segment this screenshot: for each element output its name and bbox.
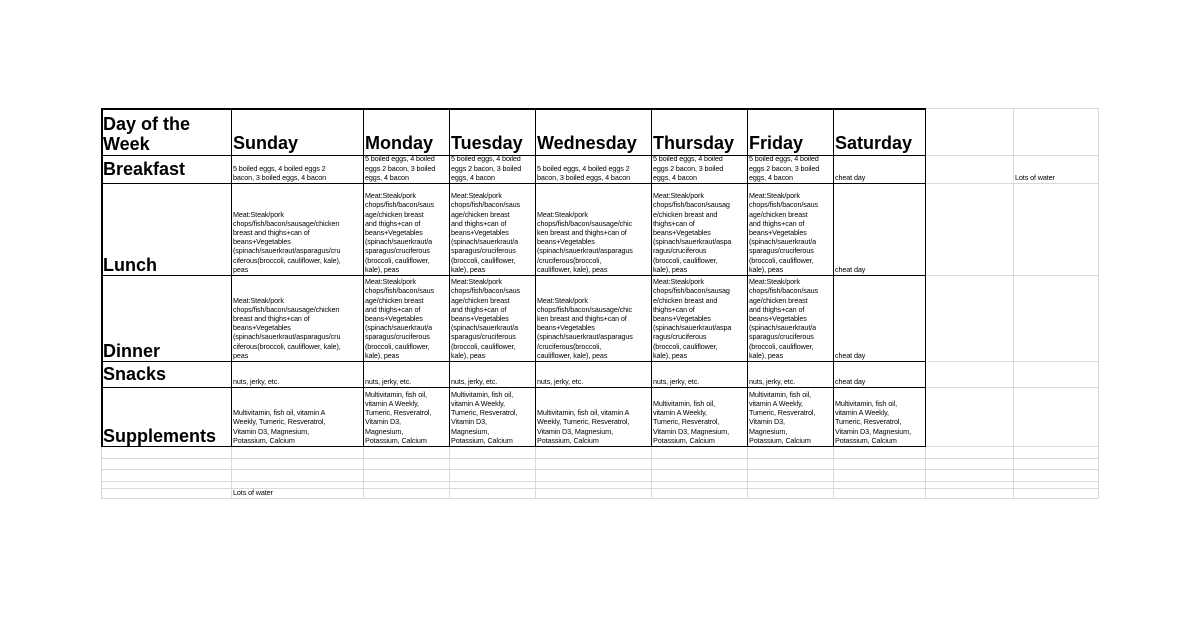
gridline-horizontal bbox=[101, 458, 1098, 459]
meal-cell[interactable]: Multivitamin, fish oil, vitamin A Weekly, Tumeric, Resveratrol, Vitamin D3, Magnesium, Potassium, Calcium bbox=[835, 398, 911, 445]
meal-cell[interactable]: Multivitamin, fish oil, vitamin A Weekly, Tumeric, Resveratrol, Vitamin D3, Magnesium, Potassium, Calcium bbox=[365, 389, 432, 445]
meal-cell[interactable]: nuts, jerky, etc. bbox=[749, 376, 796, 386]
note-lots-of-water-bottom[interactable]: Lots of water bbox=[233, 488, 273, 497]
gridline-horizontal bbox=[101, 498, 1098, 499]
meal-cell[interactable]: Meat:Steak/pork chops/fish/bacon/sausag e/chicken breast and thighs+can of beans+Vegetables (spinach/sauerkraut/aspa ragus/cruciferous (broccoli, cauliflower, kale), peas bbox=[653, 191, 732, 274]
meal-cell[interactable]: Meat:Steak/pork chops/fish/bacon/sausage/chic ken breast and thighs+can of beans+Vegetables (spinach/sauerkraut/asparagus /cruciferous(broccoli, cauliflower, kale), peas bbox=[537, 295, 633, 360]
meal-cell[interactable]: Meat:Steak/pork chops/fish/bacon/saus age/chicken breast and thighs+can of beans+Vegetables (spinach/sauerkraut/a sparagus/cruciferous (broccoli, cauliflower, kale), peas bbox=[749, 277, 819, 360]
meal-cell[interactable]: Meat:Steak/pork chops/fish/bacon/saus age/chicken breast and thighs+can of beans+Vegetables (spinach/sauerkraut/a sparagus/cruciferous (broccoli, cauliflower, kale), peas bbox=[451, 277, 521, 360]
meal-cell[interactable]: 5 boiled eggs, 4 boiled eggs 2 bacon, 3 boiled eggs, 4 bacon bbox=[365, 155, 436, 182]
meal-cell[interactable]: cheat day bbox=[835, 264, 866, 274]
header-saturday[interactable]: Saturday bbox=[835, 133, 913, 153]
row-label-snacks[interactable]: Snacks bbox=[103, 364, 167, 384]
meal-cell[interactable]: Multivitamin, fish oil, vitamin A Weekly, Tumeric, Resveratrol, Vitamin D3, Magnesium, Potassium, Calcium bbox=[233, 408, 326, 445]
meal-cell[interactable]: Multivitamin, fish oil, vitamin A Weekly, Tumeric, Resveratrol, Vitamin D3, Magnesium, Potassium, Calcium bbox=[537, 408, 630, 445]
meal-cell[interactable]: Meat:Steak/pork chops/fish/bacon/sausag e/chicken breast and thighs+can of beans+Vegetables (spinach/sauerkraut/aspa ragus/cruciferous (broccoli, cauliflower, kale), peas bbox=[653, 277, 732, 360]
header-wednesday[interactable]: Wednesday bbox=[537, 133, 637, 153]
meal-cell[interactable]: nuts, jerky, etc. bbox=[451, 376, 498, 386]
meal-cell[interactable]: cheat day bbox=[835, 172, 866, 182]
meal-cell[interactable]: cheat day bbox=[835, 350, 866, 360]
meal-cell[interactable]: Meat:Steak/pork chops/fish/bacon/sausage/chicken breast and thighs+can of beans+Vegetables (spinach/sauerkraut/asparagus/cru ciferous(broccoli, cauliflower, kale), peas bbox=[233, 209, 341, 274]
meal-cell[interactable]: 5 boiled eggs, 4 boiled eggs 2 bacon, 3 boiled eggs, 4 bacon bbox=[537, 163, 631, 182]
gridline-vertical bbox=[1098, 108, 1099, 498]
meal-cell[interactable]: 5 boiled eggs, 4 boiled eggs 2 bacon, 3 boiled eggs, 4 bacon bbox=[451, 155, 522, 182]
meal-cell[interactable]: 5 boiled eggs, 4 boiled eggs 2 bacon, 3 boiled eggs, 4 bacon bbox=[653, 155, 724, 182]
meal-cell[interactable]: Meat:Steak/pork chops/fish/bacon/saus age/chicken breast and thighs+can of beans+Vegetables (spinach/sauerkraut/a sparagus/cruciferous (broccoli, cauliflower, kale), peas bbox=[365, 277, 435, 360]
meal-cell[interactable]: Meat:Steak/pork chops/fish/bacon/saus age/chicken breast and thighs+can of beans+Vegetables (spinach/sauerkraut/a sparagus/cruciferous (broccoli, cauliflower, kale), peas bbox=[365, 191, 435, 274]
meal-cell[interactable]: nuts, jerky, etc. bbox=[653, 376, 700, 386]
meal-cell[interactable]: Multivitamin, fish oil, vitamin A Weekly, Tumeric, Resveratrol, Vitamin D3, Magnesium, Potassium, Calcium bbox=[749, 389, 816, 445]
meal-cell[interactable]: Meat:Steak/pork chops/fish/bacon/saus age/chicken breast and thighs+can of beans+Vegetables (spinach/sauerkraut/a sparagus/cruciferous (broccoli, cauliflower, kale), peas bbox=[451, 191, 521, 274]
header-tuesday[interactable]: Tuesday bbox=[451, 133, 523, 153]
note-lots-of-water-side[interactable]: Lots of water bbox=[1015, 172, 1055, 182]
meal-cell[interactable]: nuts, jerky, etc. bbox=[233, 376, 280, 386]
meal-cell[interactable]: 5 boiled eggs, 4 boiled eggs 2 bacon, 3 boiled eggs, 4 bacon bbox=[233, 163, 327, 182]
meal-cell[interactable]: Meat:Steak/pork chops/fish/bacon/sausage/chicken breast and thighs+can of beans+Vegetables (spinach/sauerkraut/asparagus/cru ciferous(broccoli, cauliflower, kale), peas bbox=[233, 295, 341, 360]
header-sunday[interactable]: Sunday bbox=[233, 133, 299, 153]
meal-cell[interactable]: Meat:Steak/pork chops/fish/bacon/saus age/chicken breast and thighs+can of beans+Vegetables (spinach/sauerkraut/a sparagus/cruciferous (broccoli, cauliflower, kale), peas bbox=[749, 191, 819, 274]
row-label-supplements[interactable]: Supplements bbox=[103, 426, 217, 446]
meal-cell[interactable]: cheat day bbox=[835, 376, 866, 386]
gridline-horizontal bbox=[101, 481, 1098, 482]
meal-cell[interactable]: 5 boiled eggs, 4 boiled eggs 2 bacon, 3 boiled eggs, 4 bacon bbox=[749, 155, 820, 182]
header-monday[interactable]: Monday bbox=[365, 133, 434, 153]
header-friday[interactable]: Friday bbox=[749, 133, 804, 153]
row-label-lunch[interactable]: Lunch bbox=[103, 255, 157, 275]
meal-cell[interactable]: Multivitamin, fish oil, vitamin A Weekly, Tumeric, Resveratrol, Vitamin D3, Magnesium, Potassium, Calcium bbox=[451, 389, 518, 445]
meal-cell[interactable]: Multivitamin, fish oil, vitamin A Weekly, Tumeric, Resveratrol, Vitamin D3, Magnesium, Potassium, Calcium bbox=[653, 398, 729, 445]
meal-cell[interactable]: nuts, jerky, etc. bbox=[537, 376, 584, 386]
row-label-breakfast[interactable]: Breakfast bbox=[103, 159, 186, 179]
header-thursday[interactable]: Thursday bbox=[653, 133, 735, 153]
row-label-dinner[interactable]: Dinner bbox=[103, 341, 161, 361]
meal-cell[interactable]: Meat:Steak/pork chops/fish/bacon/sausage/chic ken breast and thighs+can of beans+Vegetables (spinach/sauerkraut/asparagus /cruciferous(broccoli, cauliflower, kale), peas bbox=[537, 209, 633, 274]
spreadsheet-grid bbox=[101, 108, 1098, 498]
header-day-of-week[interactable]: Day of the Week bbox=[103, 114, 191, 154]
meal-cell[interactable]: nuts, jerky, etc. bbox=[365, 376, 412, 386]
gridline-horizontal bbox=[101, 469, 1098, 470]
